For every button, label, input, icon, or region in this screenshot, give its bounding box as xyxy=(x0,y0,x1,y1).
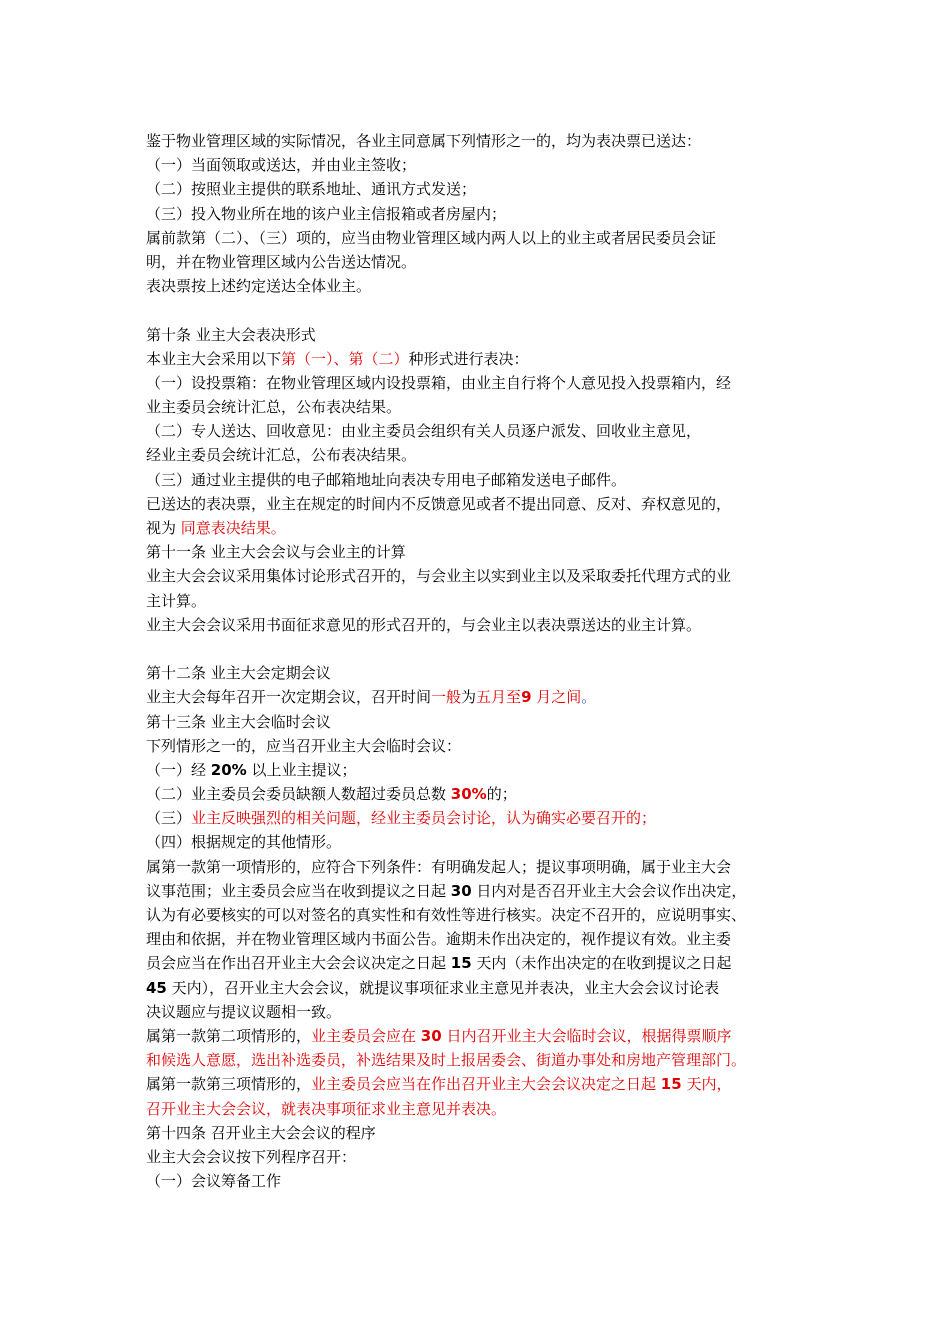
text-line xyxy=(146,1145,836,1169)
text-line xyxy=(146,177,836,201)
text-segment: 表决票按上述约定送达全体业主。 xyxy=(146,277,372,296)
text-line xyxy=(146,734,836,758)
text-segment: 一般 xyxy=(431,688,462,707)
text-segment: （三）通过业主提供的电子邮箱地址向表决专用电子邮箱发送电子邮件。 xyxy=(146,470,627,489)
text-segment: 决议题应与提议议题相一致。 xyxy=(146,1002,342,1021)
text-line xyxy=(146,1024,836,1048)
blank-line xyxy=(146,637,836,661)
text-line xyxy=(146,806,836,830)
text-segment: 30% xyxy=(450,785,487,804)
text-line xyxy=(146,951,836,975)
text-segment: 议事范围；业主委员会应当在收到提议之日起 xyxy=(146,881,451,900)
text-segment: 业主大会每年召开一次定期会议，召开时间 xyxy=(146,688,432,707)
text-line xyxy=(146,1000,836,1024)
text-segment: 同意表决结果。 xyxy=(180,519,286,537)
text-segment: 15 xyxy=(660,1075,682,1094)
text-line xyxy=(146,202,836,226)
text-line xyxy=(146,153,836,177)
text-segment: 主计算。 xyxy=(146,591,207,610)
text-segment: （四）根据规定的其他情形。 xyxy=(146,833,342,852)
text-line xyxy=(146,274,836,298)
text-segment: 五月至 xyxy=(476,688,522,707)
text-segment: 业主委员会统计汇总，公布表决结果。 xyxy=(146,398,402,417)
text-line xyxy=(146,903,836,927)
text-line xyxy=(146,1048,836,1072)
text-line xyxy=(146,468,836,492)
text-line xyxy=(146,226,836,250)
text-segment: 日内召开业主大会临时会议，根据得票顺序 xyxy=(441,1026,732,1045)
text-segment: 业主大会会议按下列程序召开： xyxy=(146,1147,357,1166)
text-segment: 30 xyxy=(450,881,472,900)
text-segment: 45 xyxy=(146,978,167,997)
text-segment: 月之间 xyxy=(531,688,582,707)
text-line xyxy=(146,395,836,419)
text-segment: 属第一款第三项情形的， xyxy=(146,1075,312,1094)
text-line xyxy=(146,976,836,1000)
text-segment: （一）当面领取或送达，并由业主签收； xyxy=(146,156,417,175)
text-line xyxy=(146,1072,836,1096)
text-line xyxy=(146,1169,836,1193)
text-segment: （一）经 xyxy=(146,760,211,779)
text-line xyxy=(146,540,836,564)
text-line xyxy=(146,443,836,467)
text-segment: 本业主大会采用以下 xyxy=(146,349,282,368)
text-line xyxy=(146,661,836,685)
text-segment: 理由和依据，并在物业管理区域内书面公告。逾期未作出决定的，视作提议有效。业主委 xyxy=(146,930,732,949)
text-segment: 鉴于物业管理区域的实际情况，各业主同意属下列情形之一的，均为表决票已送达： xyxy=(146,132,702,150)
text-segment: 视为 xyxy=(146,519,181,537)
text-segment: （三） xyxy=(146,809,192,828)
text-segment: 种形式进行表决： xyxy=(408,349,529,368)
text-segment: 日内对是否召开业主大会会议作出决定， xyxy=(471,881,747,900)
text-segment: 业主大会会议采用集体讨论形式召开的，与会业主以实到业主以及采取委托代理方式的业 xyxy=(146,567,732,586)
text-line xyxy=(146,879,836,903)
text-segment: 召开业主大会会议，就表决事项征求业主意见并表决。 xyxy=(146,1099,507,1118)
text-segment: （一）会议筹备工作 xyxy=(146,1172,282,1191)
text-segment: （一）设投票箱：在物业管理区域内设投票箱，由业主自行将个人意见投入投票箱内，经 xyxy=(146,373,732,392)
text-line xyxy=(146,830,836,854)
text-line xyxy=(146,347,836,371)
text-segment: （二）按照业主提供的联系地址、通讯方式发送； xyxy=(146,180,477,199)
text-segment: 第（一）、第（二） xyxy=(281,349,409,368)
text-segment: 业主大会会议采用书面征求意见的形式召开的，与会业主以表决票送达的业主计算。 xyxy=(146,615,702,634)
text-line xyxy=(146,371,836,395)
text-segment: 业主委员会应在 xyxy=(311,1026,421,1045)
text-segment: 天内（未作出决定的在收到提议之日起 xyxy=(471,954,732,973)
text-segment: （三）投入物业所在地的该户业主信报箱或者房屋内； xyxy=(146,204,507,223)
text-segment: 的； xyxy=(486,785,517,804)
text-line xyxy=(146,1097,836,1121)
text-segment: 认为有必要核实的可以对签名的真实性和有效性等进行核实。决定不召开的，应说明事实、 xyxy=(146,906,747,924)
text-segment: 9 xyxy=(521,688,532,707)
blank-line xyxy=(146,298,836,322)
text-segment: 业主反映强烈的相关问题，经业主委员会讨论，认为确实必要召开的； xyxy=(191,809,657,828)
text-line xyxy=(146,516,836,540)
text-segment: 30 xyxy=(420,1026,442,1045)
text-segment: 下列情形之一的，应当召开业主大会临时会议： xyxy=(146,736,462,755)
text-segment: 天内），召开业主大会会议，就提议事项征求业主意见并表决，业主大会会议讨论表 xyxy=(166,978,720,997)
text-line xyxy=(146,685,836,709)
text-segment: 已送达的表决票，业主在规定的时间内不反馈意见或者不提出同意、反对、弃权意见的， xyxy=(146,494,732,513)
text-segment: 第十三条 业主大会临时会议 xyxy=(146,712,331,731)
text-segment: 为 xyxy=(461,688,477,707)
text-line xyxy=(146,129,836,153)
text-segment: 员会应当在作出召开业主大会会议决定之日起 xyxy=(146,954,451,973)
text-segment: 20% xyxy=(210,760,247,779)
text-line xyxy=(146,855,836,879)
text-line xyxy=(146,927,836,951)
text-segment: 天内， xyxy=(681,1075,732,1094)
text-line xyxy=(146,564,836,588)
text-segment: 属第一款第一项情形的，应符合下列条件：有明确发起人；提议事项明确，属于业主大会 xyxy=(146,857,732,876)
text-line xyxy=(146,419,836,443)
text-segment: 第十一条 业主大会会议与会业主的计算 xyxy=(146,543,406,562)
text-line xyxy=(146,1121,836,1145)
text-line xyxy=(146,613,836,637)
text-segment: 第十条 业主大会表决形式 xyxy=(146,325,316,344)
text-line xyxy=(146,589,836,613)
text-segment: 业主委员会应当在作出召开业主大会会议决定之日起 xyxy=(311,1075,661,1094)
text-segment: 和候选人意愿，选出补选委员，补选结果及时上报居委会、街道办事处和房地产管理部门。 xyxy=(146,1051,747,1070)
text-segment: 。 xyxy=(581,688,597,707)
text-segment: 15 xyxy=(450,954,472,973)
text-line xyxy=(146,492,836,516)
text-segment: 以上业主提议； xyxy=(246,760,357,779)
text-line xyxy=(146,323,836,347)
text-line xyxy=(146,250,836,274)
text-segment: 第十四条 召开业主大会会议的程序 xyxy=(146,1123,376,1142)
text-segment: 经业主委员会统计汇总，公布表决结果。 xyxy=(146,446,417,465)
text-segment: 属前款第（二）、（三）项的，应当由物业管理区域内两人以上的业主或者居民委员会证 xyxy=(146,228,717,247)
text-segment: 属第一款第二项情形的， xyxy=(146,1026,312,1045)
text-line xyxy=(146,710,836,734)
text-segment: （二）业主委员会委员缺额人数超过委员总数 xyxy=(146,785,451,804)
text-line xyxy=(146,782,836,806)
text-line xyxy=(146,758,836,782)
text-segment: 第十二条 业主大会定期会议 xyxy=(146,664,331,683)
text-segment: （二）专人送达、回收意见：由业主委员会组织有关人员逐户派发、回收业主意见， xyxy=(146,422,702,441)
text-segment: 明，并在物业管理区域内公告送达情况。 xyxy=(146,252,417,271)
document-body xyxy=(146,129,836,1193)
